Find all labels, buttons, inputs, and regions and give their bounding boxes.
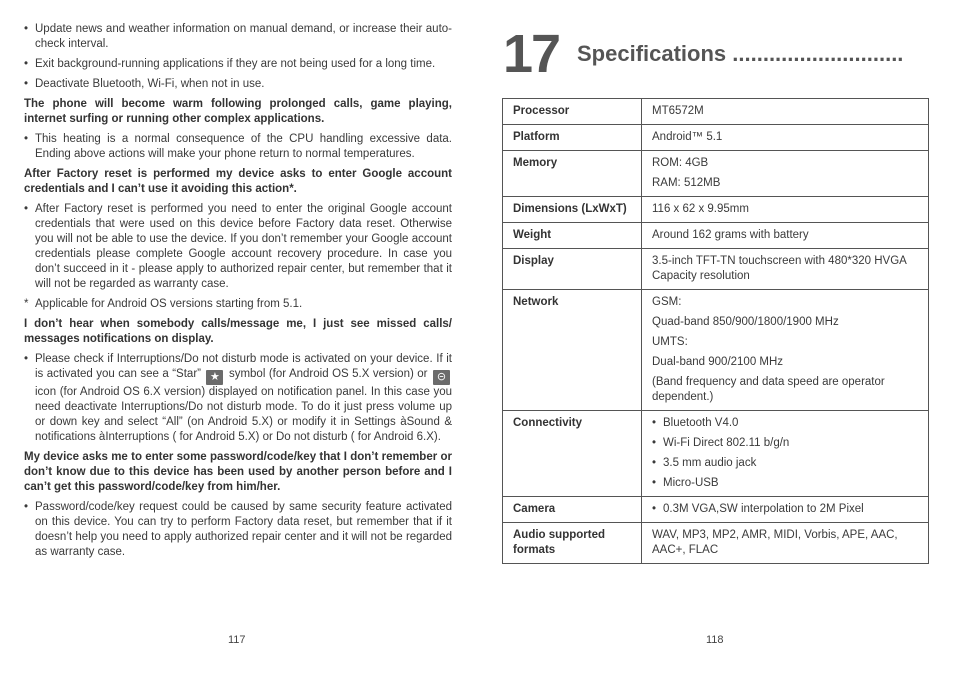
bullet-factory-reset: • After Factory reset is performed you need to enter the original Google account credentials that were used on this device before Factory data reset. Otherwise you will not be able to use the device. If you don’t remember your Google account credentials please complete Google account recovery procedure. In case you don’t succeed in it - please apply to authorized repair center, but remember that it will not be regarded as warranty case. [24, 202, 452, 292]
spec-value-bullet: • Bluetooth V4.0 [652, 416, 919, 431]
bullet-exit-apps: • Exit background-running applications if they are not being used for a long time. [24, 57, 452, 72]
spec-value [642, 290, 929, 411]
footnote-mark: * [24, 298, 29, 310]
spec-label: Processor [503, 99, 642, 125]
spec-value-bullet: • 0.3M VGA,SW interpolation to 2M Pixel [652, 502, 919, 517]
bullet-interruptions-part-1: Please check if Interruptions/Do not disturb mode is activated on your device. If it is activated you can see a “Star” [35, 353, 452, 380]
spec-label: Display [503, 249, 642, 290]
footnote-text: Applicable for Android OS versions starting from 5.1. [35, 298, 303, 310]
question-missed-calls: I don’t hear when somebody calls/message me, I just see missed calls/ messages notifications on display. [24, 318, 452, 345]
spec-row [503, 290, 929, 411]
spec-row [503, 411, 929, 497]
spec-value [642, 99, 929, 125]
spec-value-line: ROM: 4GB [652, 157, 709, 169]
spec-value-line: RAM: 512MB [652, 177, 721, 189]
bullet-deactivate: • Deactivate Bluetooth, Wi-Fi, when not in use. [24, 77, 452, 92]
bullet-interruptions-part-3: icon (for Android OS 6.X version) displayed on notification panel. In this case you need deactivate Interruptions/Do not disturb mode. To do it just press volume up or down key and select “All” (on Android 5.X) or modify it in Settings àSound & notifications àInterruptions ( for Android 5.X) or Do not disturb ( for Android 6.X). [35, 386, 452, 443]
spec-label: Platform [503, 125, 642, 151]
question-password: My device asks me to enter some password/code/key that I don’t remember or don’t know due to this device has been used by another person before and I can’t get this password/code/key from him/her. [24, 451, 452, 493]
spec-value [642, 197, 929, 223]
question-factory-reset: After Factory reset is performed my device asks to enter Google account credentials and I can’t use it avoiding this action*. [24, 168, 452, 195]
spec-label: Connectivity [503, 411, 642, 497]
spec-row [503, 197, 929, 223]
bullet-password: • Password/code/key request could be caused by same security feature activated on this device. You can try to perform Factory data reset, but remember that if it doesn’t help you need to apply authorized repair center and it will not be regarded as warranty case. [24, 500, 452, 560]
spec-value-line: 3.5-inch TFT-TN touchscreen with 480*320 HVGA Capacity resolution [652, 255, 907, 282]
spec-label: Memory [503, 151, 642, 197]
spec-value-line: UMTS: [652, 336, 688, 348]
spec-label: Camera [503, 497, 642, 523]
left-page-content [24, 22, 452, 565]
spec-value-line: GSM: [652, 296, 682, 308]
spec-row [503, 249, 929, 290]
spec-value [642, 223, 929, 249]
spec-label: Weight [503, 223, 642, 249]
spec-value [642, 523, 929, 564]
spec-value-bullet: • 3.5 mm audio jack [652, 456, 919, 471]
spec-row [503, 497, 929, 523]
do-not-disturb-icon: ⊝ [433, 370, 450, 385]
spec-value-line: 116 x 62 x 9.95mm [652, 203, 749, 215]
specifications-table [502, 98, 929, 564]
spec-row [503, 151, 929, 197]
spec-value-line: MT6572M [652, 105, 704, 117]
spec-value [642, 249, 929, 290]
spec-value-line: Android™ 5.1 [652, 131, 723, 143]
spec-label: Dimensions (LxWxT) [503, 197, 642, 223]
chapter-header [503, 26, 929, 86]
spec-value [642, 151, 929, 197]
chapter-title: Specifications ............................ [577, 41, 904, 66]
page-number-left: 117 [228, 634, 246, 646]
star-icon: ★ [206, 370, 223, 385]
spec-value-line: WAV, MP3, MP2, AMR, MIDI, Vorbis, APE, AAC, AAC+, FLAC [652, 529, 898, 556]
spec-value [642, 497, 929, 523]
spec-value-line: Dual-band 900/2100 MHz [652, 356, 784, 368]
page-number-right: 118 [706, 634, 724, 646]
question-phone-warm: The phone will become warm following prolonged calls, game playing, internet surfing or running other complex applications. [24, 98, 452, 125]
spec-value-line: (Band frequency and data speed are operator dependent.) [652, 376, 885, 403]
spec-value-line: Quad-band 850/900/1800/1900 MHz [652, 316, 839, 328]
specifications-table-body [503, 99, 929, 564]
bullet-update-news: • Update news and weather information on manual demand, or increase their auto-check interval. [24, 22, 452, 52]
spec-value-line: Around 162 grams with battery [652, 229, 809, 241]
spec-value-bullet: • Micro-USB [652, 476, 919, 491]
bullet-interruptions-part-2: symbol (for Android OS 5.X version) or [228, 368, 428, 380]
spec-label: Network [503, 290, 642, 411]
footnote [24, 297, 452, 312]
spec-label: Audio supported formats [503, 523, 642, 564]
spec-row [503, 223, 929, 249]
bullet-heating: • This heating is a normal consequence of the CPU handling excessive data. Ending above actions will make your phone return to normal temperatures. [24, 132, 452, 162]
spec-value [642, 125, 929, 151]
chapter-number: 17 [503, 24, 560, 84]
spec-value-bullet: • Wi-Fi Direct 802.11 b/g/n [652, 436, 919, 451]
bullet-interruptions [24, 352, 452, 445]
spec-row [503, 125, 929, 151]
spec-value [642, 411, 929, 497]
spec-row [503, 99, 929, 125]
spec-row [503, 523, 929, 564]
